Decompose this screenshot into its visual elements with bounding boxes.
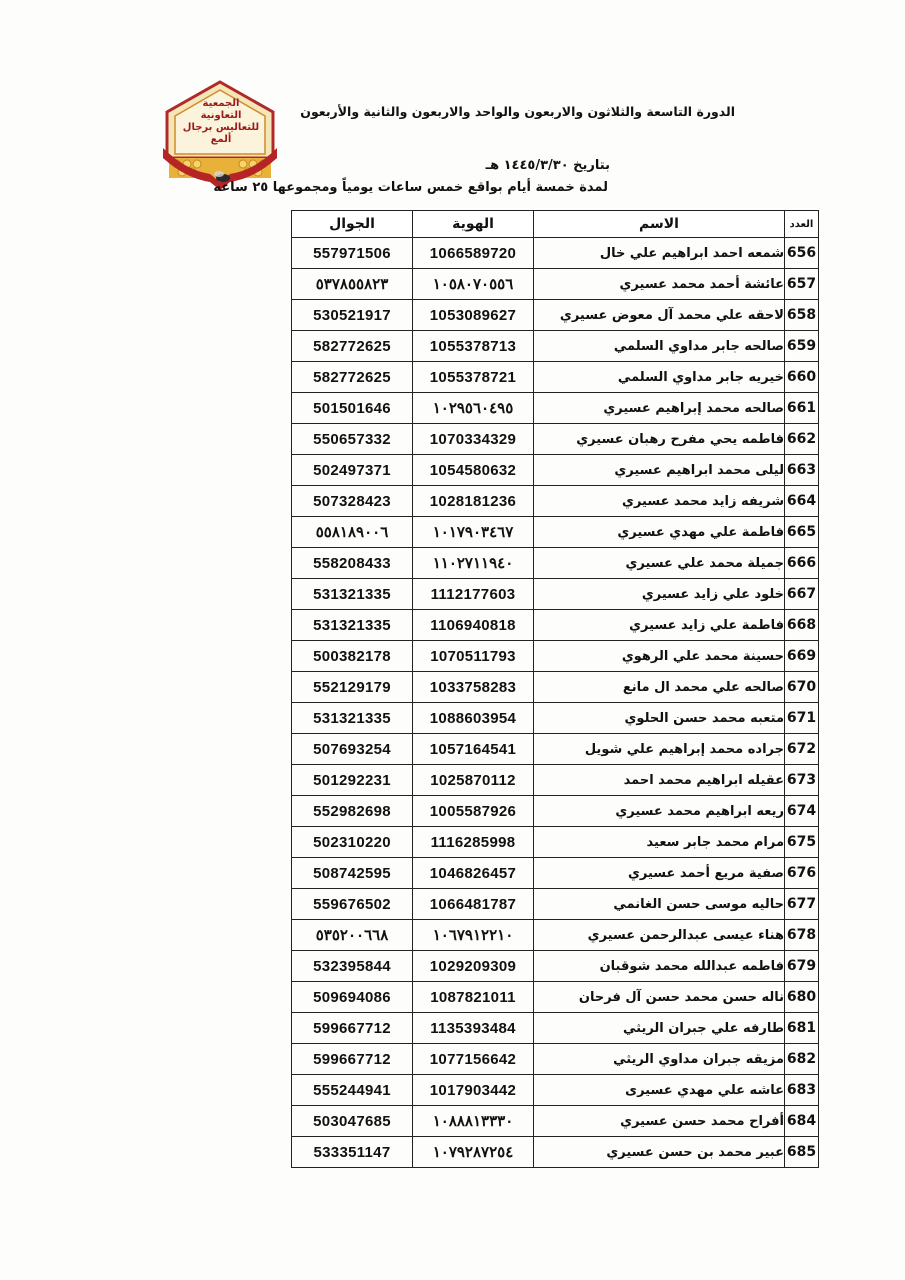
- table-row: [292, 1013, 819, 1044]
- header-number: العدد: [785, 211, 819, 238]
- row-number: 666: [785, 548, 819, 579]
- participant-name: صالحه محمد إبراهيم عسيري: [534, 393, 785, 424]
- national-id: ١٠٦٧٩١٢٢١٠: [413, 920, 534, 951]
- mobile-number: 559676502: [292, 889, 413, 920]
- participant-name: صالحه جابر مداوي السلمي: [534, 331, 785, 362]
- row-number: 656: [785, 238, 819, 269]
- date-line: بتاريخ ١٤٤٥/٣/٣٠ هـ: [485, 158, 610, 173]
- table-body: [292, 238, 819, 1168]
- table-row: [292, 610, 819, 641]
- row-number: 669: [785, 641, 819, 672]
- participant-name: خيريه جابر مداوي السلمي: [534, 362, 785, 393]
- participant-name: فاطمه عبدالله محمد شوقبان: [534, 951, 785, 982]
- national-id: ١٠٥٨٠٧٠٥٥٦: [413, 269, 534, 300]
- participant-name: لاحقه علي محمد آل معوض عسيري: [534, 300, 785, 331]
- table-row: [292, 672, 819, 703]
- national-id: ١٠٧٩٢٨٧٢٥٤: [413, 1137, 534, 1168]
- participant-name: ناله حسن محمد حسن آل فرحان: [534, 982, 785, 1013]
- participant-name: مزيقه جبران مداوي الريثي: [534, 1044, 785, 1075]
- mobile-number: 582772625: [292, 331, 413, 362]
- mobile-number: 552129179: [292, 672, 413, 703]
- mobile-number: 531321335: [292, 579, 413, 610]
- mobile-number: 552982698: [292, 796, 413, 827]
- participant-name: جراده محمد إبراهيم علي شويل: [534, 734, 785, 765]
- row-number: 662: [785, 424, 819, 455]
- participant-name: حسينة محمد علي الرهوي: [534, 641, 785, 672]
- participant-name: هناء عيسى عبدالرحمن عسيري: [534, 920, 785, 951]
- table-row: [292, 393, 819, 424]
- national-id: 1017903442: [413, 1075, 534, 1106]
- national-id: 1046826457: [413, 858, 534, 889]
- national-id: 1055378713: [413, 331, 534, 362]
- row-number: 685: [785, 1137, 819, 1168]
- participant-name: خلود علي زايد عسيري: [534, 579, 785, 610]
- participant-name: عبير محمد بن حسن عسيري: [534, 1137, 785, 1168]
- table-row: [292, 579, 819, 610]
- table-row: [292, 517, 819, 548]
- table-row: [292, 300, 819, 331]
- national-id: 1077156642: [413, 1044, 534, 1075]
- duration-line: لمدة خمسة أيام بواقع خمس ساعات يومياً ومجموعها ٢٥ ساعه: [213, 180, 608, 195]
- table-row: [292, 238, 819, 269]
- participant-name: شريفه زايد محمد عسيري: [534, 486, 785, 517]
- participant-name: حاليه موسى حسن الغانمي: [534, 889, 785, 920]
- mobile-number: 502310220: [292, 827, 413, 858]
- table-row: [292, 641, 819, 672]
- national-id: 1053089627: [413, 300, 534, 331]
- table-row: [292, 858, 819, 889]
- national-id: ١١٠٢٧١١٩٤٠: [413, 548, 534, 579]
- mobile-number: ٥٣٥٢٠٠٦٦٨: [292, 920, 413, 951]
- mobile-number: 509694086: [292, 982, 413, 1013]
- course-title: الدورة التاسعة والثلاثون والاربعون والواحد والاربعون والثانية والأربعون: [300, 104, 735, 119]
- table-row: [292, 982, 819, 1013]
- national-id: 1135393484: [413, 1013, 534, 1044]
- participant-name: شمعه احمد ابراهيم علي خال: [534, 238, 785, 269]
- row-number: 670: [785, 672, 819, 703]
- table-row: [292, 1106, 819, 1137]
- mobile-number: ٥٣٧٨٥٥٨٢٣: [292, 269, 413, 300]
- national-id: 1005587926: [413, 796, 534, 827]
- row-number: 668: [785, 610, 819, 641]
- national-id: 1087821011: [413, 982, 534, 1013]
- participant-name: ريعه ابراهيم محمد عسيري: [534, 796, 785, 827]
- row-number: 682: [785, 1044, 819, 1075]
- table-row: [292, 486, 819, 517]
- row-number: 667: [785, 579, 819, 610]
- row-number: 675: [785, 827, 819, 858]
- participant-name: فاطمة علي زايد عسيري: [534, 610, 785, 641]
- national-id: 1054580632: [413, 455, 534, 486]
- table-row: [292, 827, 819, 858]
- row-number: 672: [785, 734, 819, 765]
- participants-table: [291, 210, 819, 1168]
- row-number: 679: [785, 951, 819, 982]
- mobile-number: 500382178: [292, 641, 413, 672]
- mobile-number: 507693254: [292, 734, 413, 765]
- row-number: 673: [785, 765, 819, 796]
- national-id: 1112177603: [413, 579, 534, 610]
- table-row: [292, 455, 819, 486]
- row-number: 657: [785, 269, 819, 300]
- national-id: 1033758283: [413, 672, 534, 703]
- row-number: 671: [785, 703, 819, 734]
- table-row: [292, 734, 819, 765]
- table-row: [292, 1044, 819, 1075]
- table-header-row: [292, 211, 819, 238]
- national-id: 1106940818: [413, 610, 534, 641]
- participant-name: فاطمه يحي مفرح رهبان عسيري: [534, 424, 785, 455]
- row-number: 674: [785, 796, 819, 827]
- national-id: ١٠١٧٩٠٣٤٦٧: [413, 517, 534, 548]
- mobile-number: 557971506: [292, 238, 413, 269]
- table-row: [292, 331, 819, 362]
- row-number: 676: [785, 858, 819, 889]
- mobile-number: 533351147: [292, 1137, 413, 1168]
- mobile-number: 532395844: [292, 951, 413, 982]
- national-id: 1070334329: [413, 424, 534, 455]
- table-row: [292, 362, 819, 393]
- participant-name: صفية مريع أحمد عسيري: [534, 858, 785, 889]
- participant-name: عائشة أحمد محمد عسيري: [534, 269, 785, 300]
- table-row: [292, 703, 819, 734]
- row-number: 681: [785, 1013, 819, 1044]
- national-id: 1055378721: [413, 362, 534, 393]
- participant-name: مرام محمد جابر سعيد: [534, 827, 785, 858]
- table-row: [292, 1137, 819, 1168]
- table-row: [292, 951, 819, 982]
- mobile-number: 501501646: [292, 393, 413, 424]
- table-row: [292, 889, 819, 920]
- table-row: [292, 269, 819, 300]
- national-id: 1028181236: [413, 486, 534, 517]
- mobile-number: 531321335: [292, 610, 413, 641]
- row-number: 677: [785, 889, 819, 920]
- mobile-number: 501292231: [292, 765, 413, 796]
- mobile-number: 550657332: [292, 424, 413, 455]
- header-id: الهوية: [413, 211, 534, 238]
- row-number: 663: [785, 455, 819, 486]
- row-number: 661: [785, 393, 819, 424]
- mobile-number: 558208433: [292, 548, 413, 579]
- table-row: [292, 1075, 819, 1106]
- national-id: 1025870112: [413, 765, 534, 796]
- row-number: 683: [785, 1075, 819, 1106]
- logo-text: الجمعية التعاونية للتعاليس برجال ألمع: [182, 98, 260, 145]
- national-id: 1066589720: [413, 238, 534, 269]
- mobile-number: 530521917: [292, 300, 413, 331]
- participant-name: متعبه محمد حسن الحلوي: [534, 703, 785, 734]
- mobile-number: ٥٥٨١٨٩٠٠٦: [292, 517, 413, 548]
- row-number: 665: [785, 517, 819, 548]
- national-id: 1116285998: [413, 827, 534, 858]
- row-number: 658: [785, 300, 819, 331]
- national-id: ١٠٨٨٨١٣٣٣٠: [413, 1106, 534, 1137]
- participant-name: عاشه علي مهدي عسيرى: [534, 1075, 785, 1106]
- mobile-number: 555244941: [292, 1075, 413, 1106]
- participant-name: ليلى محمد ابراهيم عسيري: [534, 455, 785, 486]
- mobile-number: 599667712: [292, 1044, 413, 1075]
- participant-name: فاطمة علي مهدي عسيري: [534, 517, 785, 548]
- mobile-number: 531321335: [292, 703, 413, 734]
- row-number: 659: [785, 331, 819, 362]
- row-number: 680: [785, 982, 819, 1013]
- table-row: [292, 765, 819, 796]
- row-number: 678: [785, 920, 819, 951]
- table-row: [292, 424, 819, 455]
- table-row: [292, 920, 819, 951]
- national-id: 1070511793: [413, 641, 534, 672]
- mobile-number: 507328423: [292, 486, 413, 517]
- participant-name: أفراح محمد حسن عسيري: [534, 1106, 785, 1137]
- mobile-number: 582772625: [292, 362, 413, 393]
- participant-name: جميلة محمد علي عسيري: [534, 548, 785, 579]
- participant-name: عقيله ابراهيم محمد احمد: [534, 765, 785, 796]
- row-number: 684: [785, 1106, 819, 1137]
- national-id: 1029209309: [413, 951, 534, 982]
- header-phone: الجوال: [292, 211, 413, 238]
- national-id: 1088603954: [413, 703, 534, 734]
- mobile-number: 599667712: [292, 1013, 413, 1044]
- national-id: 1066481787: [413, 889, 534, 920]
- mobile-number: 502497371: [292, 455, 413, 486]
- mobile-number: 503047685: [292, 1106, 413, 1137]
- table-row: [292, 548, 819, 579]
- national-id: 1057164541: [413, 734, 534, 765]
- mobile-number: 508742595: [292, 858, 413, 889]
- participant-name: صالحه علي محمد ال مانع: [534, 672, 785, 703]
- row-number: 660: [785, 362, 819, 393]
- national-id: ١٠٢٩٥٦٠٤٩٥: [413, 393, 534, 424]
- header-name: الاسم: [534, 211, 785, 238]
- row-number: 664: [785, 486, 819, 517]
- participant-name: طارفه علي جبران الريثي: [534, 1013, 785, 1044]
- table-row: [292, 796, 819, 827]
